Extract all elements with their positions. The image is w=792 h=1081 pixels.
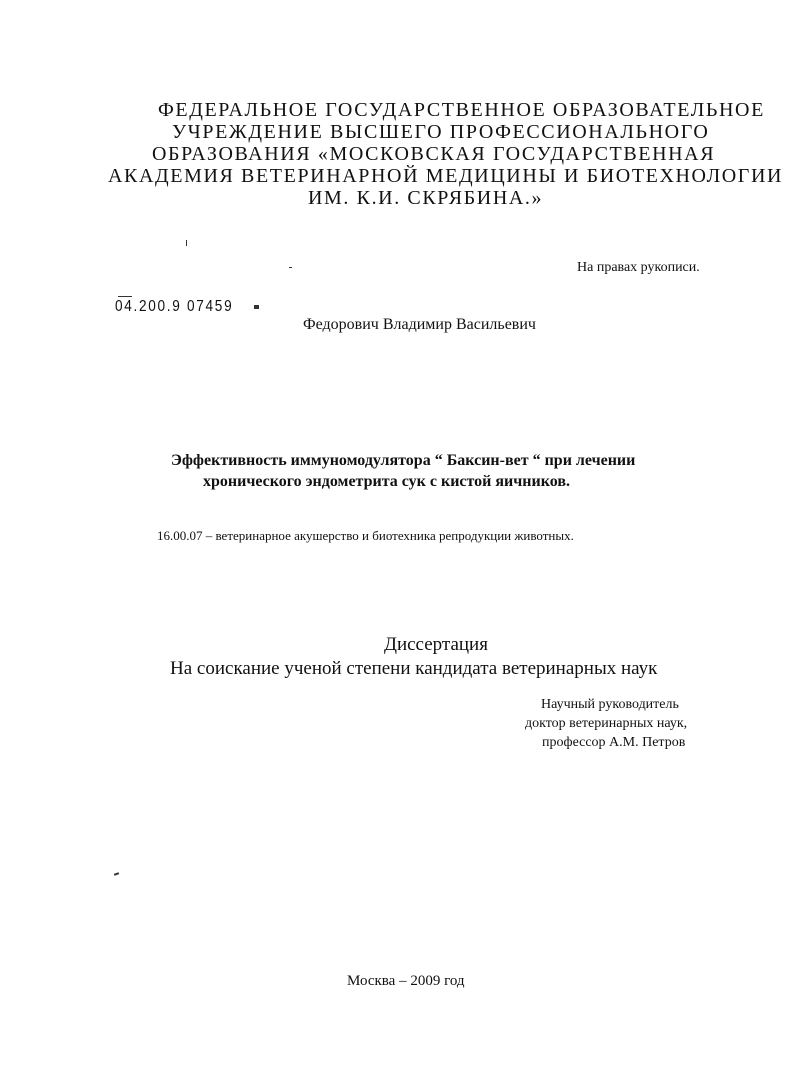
institution-line-5: ИМ. К.И. СКРЯБИНА.» [308, 187, 544, 209]
dissertation-title-line-2: хронического эндометрита сук с кистой яичников. [203, 473, 570, 490]
scan-speck [118, 296, 132, 297]
scan-speck [114, 872, 119, 876]
degree-statement: На соискание ученой степени кандидата ветеринарных наук [170, 658, 658, 679]
supervisor-label: Научный руководитель [541, 697, 679, 712]
scan-speck [186, 240, 187, 246]
manuscript-rights-note: На правах рукописи. [577, 260, 700, 275]
dissertation-title-line-1: Эффективность иммуномодулятора “ Баксин-вет “ при лечении [171, 452, 636, 469]
city-year: Москва – 2009 год [347, 973, 465, 989]
institution-line-2: УЧРЕЖДЕНИЕ ВЫСШЕГО ПРОФЕССИОНАЛЬНОГО [172, 121, 710, 143]
supervisor-name: профессор А.М. Петров [542, 735, 686, 750]
supervisor-degree: доктор ветеринарных наук, [525, 716, 688, 731]
institution-line-4: АКАДЕМИЯ ВЕТЕРИНАРНОЙ МЕДИЦИНЫ И БИОТЕХНОЛОГИИ [108, 165, 784, 187]
institution-line-1: ФЕДЕРАЛЬНОЕ ГОСУДАРСТВЕННОЕ ОБРАЗОВАТЕЛЬНОЕ [158, 99, 765, 121]
scan-speck [289, 267, 292, 268]
scan-speck [254, 305, 259, 309]
institution-line-3: ОБРАЗОВАНИЯ «МОСКОВСКАЯ ГОСУДАРСТВЕННАЯ [152, 143, 716, 165]
specialty-code: 16.00.07 – ветеринарное акушерство и биотехника репродукции животных. [157, 528, 574, 543]
document-type: Диссертация [384, 634, 488, 655]
author-name: Федорович Владимир Васильевич [303, 316, 536, 333]
registration-number: 04.200.9 07459 [115, 298, 234, 315]
